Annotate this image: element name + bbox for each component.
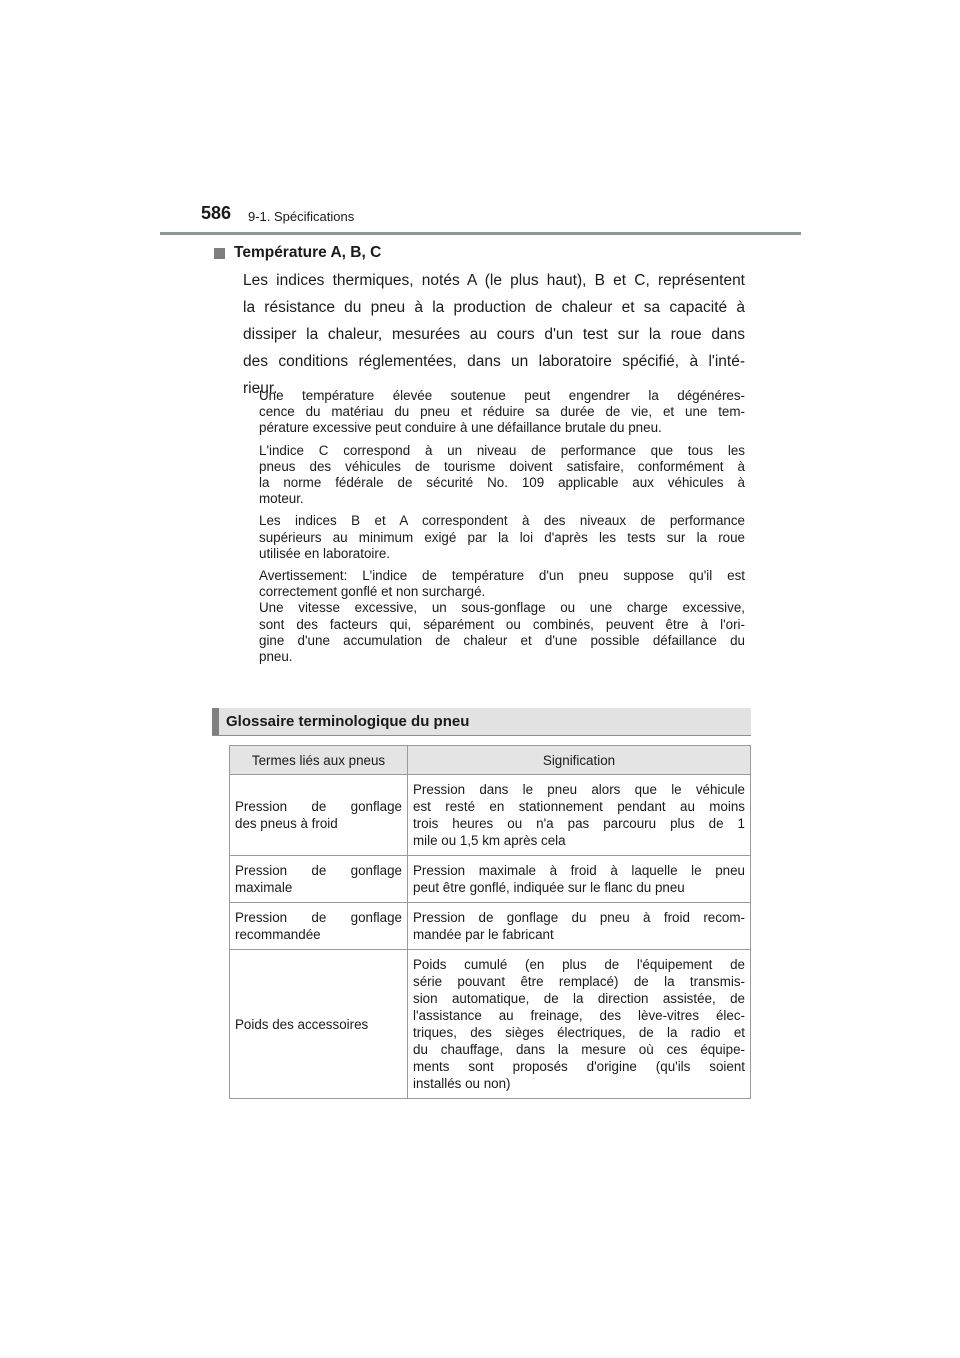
column-header-term: Termes liés aux pneus xyxy=(230,746,408,775)
intro-line: rieur. xyxy=(243,380,278,397)
note-line: moteur. xyxy=(259,491,304,507)
note-line: Une vitesse excessive, un sous-gonflage ou une charge excessive, xyxy=(259,600,745,616)
note-line: pneus des véhicules de tourisme doivent satisfaire, conformément à xyxy=(259,458,745,474)
note-line: Avertissement: L'indice de température d'un pneu suppose qu'il est xyxy=(259,568,745,584)
note-line: pérature excessive peut conduire à une défaillance brutale du pneu. xyxy=(259,420,662,436)
meaning-line: mandée par le fabricant xyxy=(413,927,554,942)
table-header-row xyxy=(230,746,751,775)
note-paragraph xyxy=(259,443,745,508)
meaning-cell xyxy=(408,775,751,856)
section-heading xyxy=(214,244,381,262)
intro-line: dissiper la chaleur, mesurées au cours d'un test sur la roue dans xyxy=(243,326,745,343)
term-line: Poids des accessoires xyxy=(235,1016,369,1032)
meaning-line: peut être gonflé, indiquée sur le flanc du pneu xyxy=(413,880,685,895)
meaning-line: Poids cumulé (en plus de l'équipement de xyxy=(413,957,745,972)
meaning-cell xyxy=(408,903,751,950)
section-heading-text: Température A, B, C xyxy=(234,244,382,261)
meaning-line: triques, des sièges électriques, de la radio et xyxy=(413,1025,745,1040)
note-line: correctement gonflé et non surchargé. xyxy=(259,584,486,600)
note-line: Les indices B et A correspondent à des niveaux de performance xyxy=(259,513,745,529)
meaning-line: Pression dans le pneu alors que le véhicule xyxy=(413,782,745,797)
intro-line: des conditions réglementées, dans un laboratoire spécifié, à l'inté- xyxy=(243,353,745,370)
meaning-line: Pression de gonflage du pneu à froid recom- xyxy=(413,910,745,925)
term-cell xyxy=(230,950,408,1099)
term-line: recommandée xyxy=(235,927,321,942)
table-row xyxy=(230,950,751,1099)
intro-paragraph xyxy=(243,267,745,402)
meaning-line: mile ou 1,5 km après cela xyxy=(413,833,566,848)
notes-block xyxy=(259,388,745,671)
term-line: maximale xyxy=(235,880,293,895)
intro-line: la résistance du pneu à la production de chaleur et sa capacité à xyxy=(243,299,745,316)
note-paragraph xyxy=(259,513,745,562)
note-line: supérieurs au minimum exigé par la loi d'après les tests sur la roue xyxy=(259,529,745,545)
meaning-line: sion automatique, de la direction assistée, de xyxy=(413,991,745,1006)
note-line: cence du matériau du pneu et réduire sa durée de vie, et une tem- xyxy=(259,404,745,420)
term-line: Pression de gonflage xyxy=(235,910,402,925)
note-line: Une température élevée soutenue peut engendrer la dégénéres- xyxy=(259,388,745,403)
note-line: la norme fédérale de sécurité No. 109 applicable aux véhicules à xyxy=(259,475,745,491)
term-line: Pression de gonflage xyxy=(235,863,402,878)
meaning-cell xyxy=(408,856,751,903)
meaning-line: est resté en stationnement pendant au moins xyxy=(413,799,745,814)
note-paragraph xyxy=(259,568,745,665)
term-cell xyxy=(230,903,408,950)
meaning-line: Pression maximale à froid à laquelle le pneu xyxy=(413,863,745,878)
table-row xyxy=(230,775,751,856)
table-row xyxy=(230,903,751,950)
glossary-table xyxy=(229,745,751,1099)
term-line: Pression de gonflage xyxy=(235,799,402,814)
column-header-meaning: Signification xyxy=(408,746,751,775)
meaning-line: trois heures ou n'a pas parcouru plus de 1 xyxy=(413,816,745,831)
note-line: utilisée en laboratoire. xyxy=(259,545,391,561)
meaning-line: l'assistance au freinage, des lève-vitres élec- xyxy=(413,1008,745,1023)
section-reference: 9-1. Spécifications xyxy=(248,209,355,224)
meaning-line: installés ou non) xyxy=(413,1076,511,1091)
meaning-cell xyxy=(408,950,751,1099)
header-rule xyxy=(160,232,801,235)
page-number: 586 xyxy=(201,203,232,223)
intro-line: Les indices thermiques, notés A (le plus haut), B et C, représentent xyxy=(243,272,745,289)
note-line: pneu. xyxy=(259,649,293,665)
note-line: L'indice C correspond à un niveau de performance que tous les xyxy=(259,442,745,458)
glossary-heading-bar xyxy=(212,708,751,736)
note-line: sont des facteurs qui, séparément ou combinés, peuvent être à l'ori- xyxy=(259,616,745,632)
meaning-line: ments sont proposés d'origine (qu'ils soient xyxy=(413,1059,745,1074)
table-row xyxy=(230,856,751,903)
glossary-title: Glossaire terminologique du pneu xyxy=(226,713,470,730)
meaning-line: du chauffage, dans la mesure où ces équipe- xyxy=(413,1042,745,1057)
note-paragraph xyxy=(259,388,745,437)
term-cell xyxy=(230,856,408,903)
glossary-heading-accent xyxy=(212,708,219,735)
meaning-line: série pouvant être remplacé) de la transmis- xyxy=(413,974,745,989)
square-bullet-icon xyxy=(214,248,225,259)
note-line: gine d'une accumulation de chaleur et d'une possible défaillance du xyxy=(259,632,745,648)
term-line: des pneus à froid xyxy=(235,816,338,831)
term-cell xyxy=(230,775,408,856)
